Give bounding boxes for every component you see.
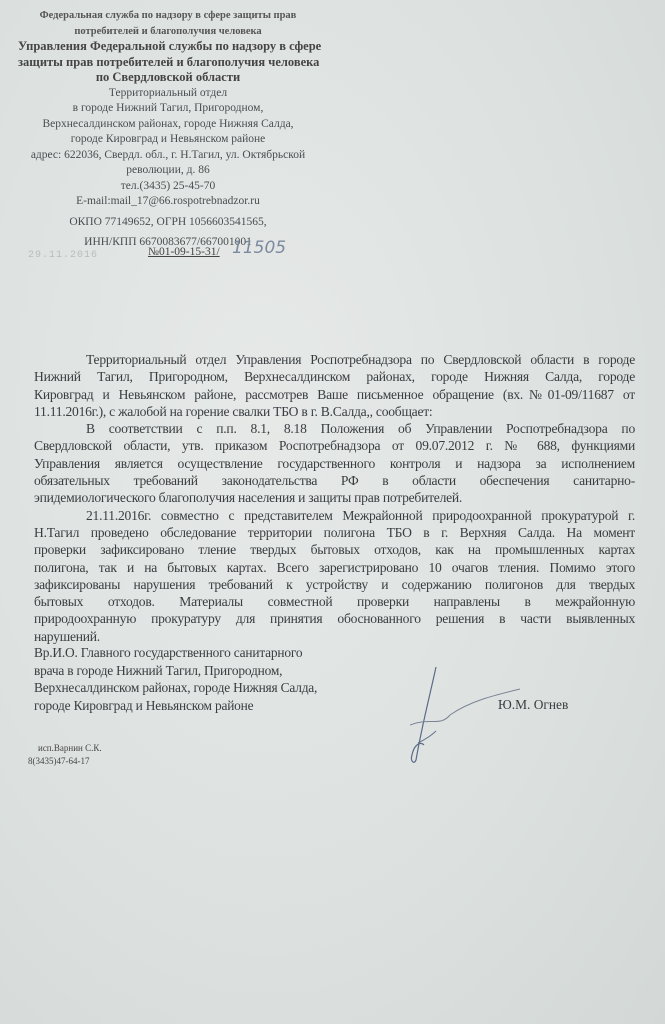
outgoing-number: №01-09-15-31/ xyxy=(148,246,220,258)
letterhead-address: революции, д. 86 xyxy=(126,164,210,176)
body-line: полигона, так и на бытовых картах. Всего зарегистрировано 10 очагов тления. Помимо этого xyxy=(34,559,635,575)
body-line: бытовых отходов. Материалы совместной проверки направлены в межрайонную xyxy=(34,594,635,610)
body-line: Нижний Тагил, Пригородном, Верхнесалдинском районах, городе Нижняя Салда, городе xyxy=(34,369,635,385)
signatory-title-line: городе Кировград и Невьянском районе xyxy=(34,697,254,713)
date-stamp: 29.11.2016 xyxy=(28,250,99,261)
letterhead xyxy=(18,8,322,251)
body-line: зафиксированы нарушения требований к устройству и содержанию полигонов для твердых xyxy=(34,576,635,592)
letterhead-department: защиты прав потребителей и благополучия человека xyxy=(18,54,320,69)
letterhead-address: адрес: 622036, Свердл. обл., г. Н.Тагил, ул. Октябрьской xyxy=(30,148,306,161)
body-line: Территориальный отдел Управления Роспотребнадзора по Свердловской области в городе xyxy=(86,352,635,367)
body-line: Управления является осуществление государственного контроля и надзора за исполнением xyxy=(34,455,635,471)
executor-phone: 8(3435)47-64-17 xyxy=(28,756,90,766)
letterhead-phone: тел.(3435) 25-45-70 xyxy=(120,179,216,192)
body-line: Кировград и Невьянском районе, рассмотрев Ваше письменное обращение (вх.№01-09/11687 от xyxy=(34,386,635,402)
body-line: В соответствии с п.п. 8.1, 8.18 Положения об Управлении Роспотребнадзора по xyxy=(86,421,635,437)
body-line: Свердловской области, утв. приказом Роспотребнадзора от 09.07.2012 г. № 688, функциями xyxy=(34,438,635,454)
letterhead-office: Верхнесалдинском районах, городе Нижняя Салда, xyxy=(42,117,294,130)
executor-info xyxy=(28,742,102,768)
body-line: проверки зафиксировано тление твердых бытовых отходов, как на промышленных картах xyxy=(34,542,635,558)
letterhead-department: по Свердловской области xyxy=(95,70,241,84)
signer-name: Ю.М. Огнев xyxy=(498,697,569,712)
body-line: 11.11.2016г.), с жалобой на горение свалки ТБО в г. В.Салда,, сообщает: xyxy=(34,403,433,419)
letterhead-inn: ИНН/КПП 6670083677/667001001 xyxy=(84,236,252,248)
letterhead-office: в городе Нижний Тагил, Пригородном, xyxy=(72,102,264,114)
signatory-title-line: Верхнесалдинском районах, городе Нижняя Салда, xyxy=(34,680,318,695)
body-line: нарушений. xyxy=(34,628,100,644)
letterhead-agency: Федеральная служба по надзору в сфере защиты прав xyxy=(39,10,297,21)
letterhead-office: городе Кировград и Невьянском районе xyxy=(70,133,266,145)
letterhead-department: Управления Федеральной службы по надзору в сфере xyxy=(18,39,322,53)
letterhead-office: Территориальный отдел xyxy=(108,86,228,99)
body-line: Н.Тагил проведено обследование территории полигона ТБО в г. Верхняя Салда. На момент xyxy=(34,524,635,540)
body-line: 21.11.2016г. совместно с представителем Межрайонной природоохранной прокуратурой г. xyxy=(86,507,635,523)
signatory-title-line: врача в городе Нижний Тагил, Пригородном, xyxy=(34,662,283,678)
executor-name: исп.Варнин С.К. xyxy=(38,743,102,753)
body-line: природоохранную прокуратуру для принятия обоснованного решения в части выявленных xyxy=(34,611,635,627)
letterhead-okpo: ОКПО 77149652, ОГРН 1056603541565, xyxy=(69,215,267,228)
letter-body xyxy=(34,351,635,645)
letterhead-agency: потребителей и благополучия человека xyxy=(74,25,262,37)
body-line: эпидемиологического благополучия населения и защиты прав потребителей. xyxy=(34,490,463,506)
letterhead-email[interactable]: E-mail:mail_17@66.rospotrebnadzor.ru xyxy=(76,195,260,207)
signatory-title-line: Вр.И.О. Главного государственного санитарного xyxy=(34,645,303,660)
handwritten-signature xyxy=(410,665,530,765)
signatory-title xyxy=(34,644,317,714)
body-line: обязательных требований законодательства РФ в области обеспечения санитарно- xyxy=(34,473,635,489)
handwritten-number: 11505 xyxy=(232,238,287,258)
